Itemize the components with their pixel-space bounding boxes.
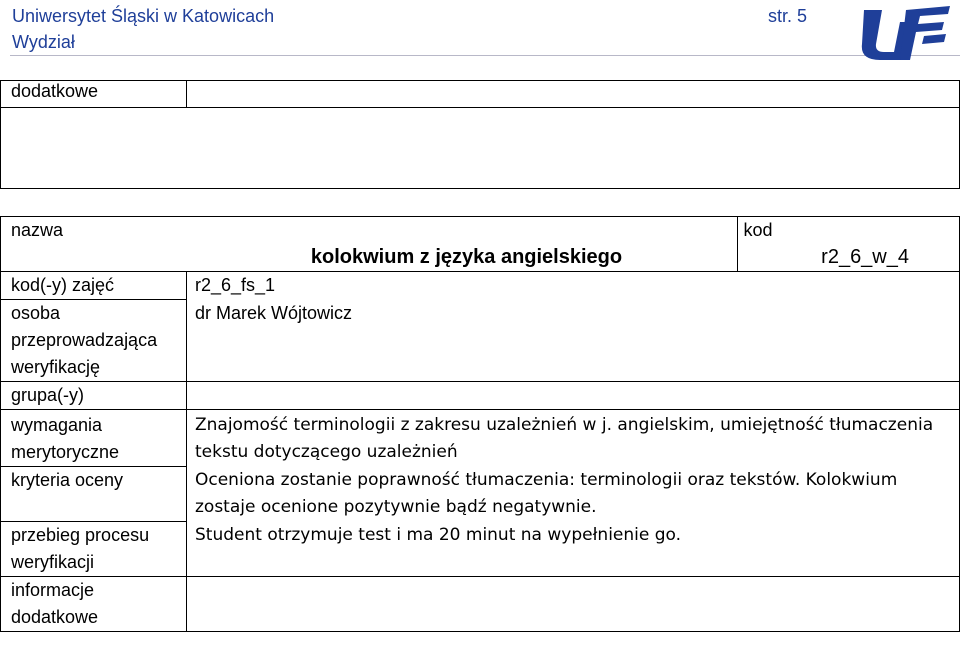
code-label: kod bbox=[737, 217, 960, 245]
name-value: kolokwium z języka angielskiego bbox=[187, 244, 738, 272]
person-value: dr Marek Wójtowicz bbox=[187, 300, 960, 382]
verification-table bbox=[0, 216, 960, 632]
name-spacer bbox=[187, 217, 738, 245]
course-codes-value: r2_6_fs_1 bbox=[187, 272, 960, 300]
info-label: informacje dodatkowe bbox=[1, 577, 187, 632]
spacer-row bbox=[1, 108, 960, 189]
additional-label: dodatkowe bbox=[1, 81, 187, 108]
course-codes-label: kod(-y) zajęć bbox=[1, 272, 187, 300]
requirements-value: Znajomość terminologii z zakresu uzależnień w j. angielskim, umiejętność tłumaczenia tekstu dotyczącego uzależnień bbox=[187, 410, 960, 467]
header-divider bbox=[10, 55, 960, 56]
process-value: Student otrzymuje test i ma 20 minut na wypełnienie go. bbox=[187, 522, 960, 577]
requirements-label: wymagania merytoryczne bbox=[1, 410, 187, 467]
university-name: Uniwersytet Śląski w Katowicach bbox=[12, 6, 275, 26]
groups-value bbox=[187, 382, 960, 410]
additional-table bbox=[0, 80, 960, 189]
name-label: nazwa bbox=[1, 217, 187, 245]
criteria-value: Oceniona zostanie poprawność tłumaczenia: terminologii oraz tekstów. Kolokwium zostaje ocenione pozytywnie bądź negatywnie. bbox=[187, 467, 960, 522]
page-number: str. 5 bbox=[768, 6, 808, 26]
criteria-label: kryteria oceny bbox=[1, 467, 187, 522]
additional-value bbox=[187, 81, 960, 108]
process-label: przebieg procesu weryfikacji bbox=[1, 522, 187, 577]
code-value: r2_6_w_4 bbox=[737, 244, 960, 272]
groups-label: grupa(-y) bbox=[1, 382, 187, 410]
name-empty bbox=[1, 244, 187, 272]
person-label: osoba przeprowadzająca weryfikację bbox=[1, 300, 187, 382]
university-logo-icon bbox=[860, 2, 952, 64]
info-value bbox=[187, 577, 960, 632]
faculty-name: Wydział bbox=[12, 32, 75, 52]
